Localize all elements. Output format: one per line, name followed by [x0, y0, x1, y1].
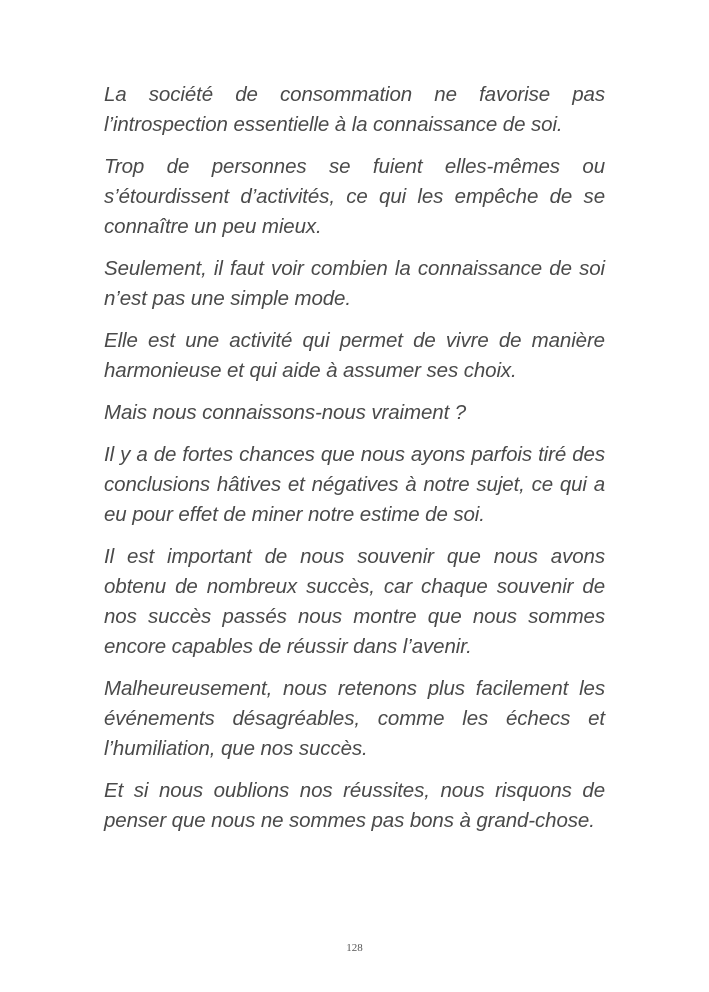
body-text — [104, 80, 605, 848]
paragraph-1: La société de consommation ne favorise pas l’introspection essentielle à la connaissance de soi. — [104, 83, 605, 136]
paragraph-9: Et si nous oublions nos réussites, nous risquons de penser que nous ne sommes pas bons à grand-chose. — [104, 779, 605, 832]
paragraph-6: Il y a de fortes chances que nous ayons parfois tiré des conclusions hâtives et négatives à notre sujet, ce qui a eu pour effet de miner notre estime de soi. — [104, 443, 605, 526]
paragraph-2: Trop de personnes se fuient elles-mêmes ou s’étourdissent d’activités, ce qui les empêche de se connaître un peu mieux. — [104, 155, 605, 238]
paragraph-8: Malheureusement, nous retenons plus facilement les événements désagréables, comme les échecs et l’humiliation, que nos succès. — [104, 677, 605, 760]
paragraph-4: Elle est une activité qui permet de vivre de manière harmonieuse et qui aide à assumer ses choix. — [104, 329, 605, 382]
page-number: 128 — [346, 942, 363, 954]
paragraph-5: Mais nous connaissons-nous vraiment ? — [104, 401, 467, 424]
paragraph-7: Il est important de nous souvenir que nous avons obtenu de nombreux succès, car chaque souvenir de nos succès passés nous montre que nous sommes encore capables de réussir dans l’avenir. — [104, 545, 605, 658]
paragraph-3: Seulement, il faut voir combien la connaissance de soi n’est pas une simple mode. — [104, 257, 605, 310]
